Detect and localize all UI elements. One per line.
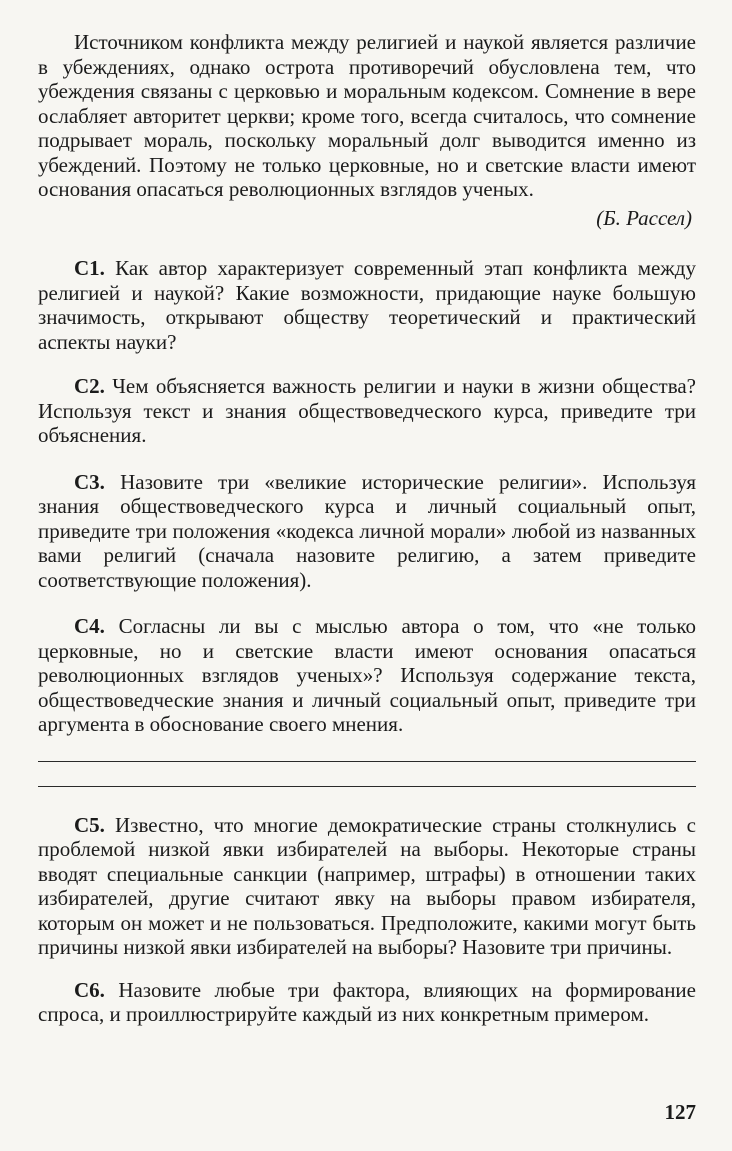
attribution: (Б. Рассел) [596,205,692,230]
task-text: Известно, что многие демократические страны столкнулись с проблемой низкой явки избирателей на выборы. Некоторые страны вводят специальные санкции (например, штрафы) в отношении таких избирателей, другие считают явку на выборы правом избирателя, которым он может и не пользоваться. Предположите, какими могут быть причины низкой явки избирателей на выборы? Назовите три причины. [38,812,697,959]
task-label: С1. [74,256,105,280]
task-label: С3. [74,469,105,494]
task-label: С2. [74,374,105,398]
task-c3 [38,470,696,593]
page-content [38,30,696,1027]
task-label: С6. [74,977,105,1002]
answer-line [38,761,696,762]
task-label: С5. [74,812,105,837]
page-number: 127 [664,1100,696,1124]
task-text: Назовите три «великие исторические религии». Используя знания обществоведческого курса и личный социальный опыт, приведите три положения «кодекса личной морали» любой из названных вами религий (сначала назовите религию, а затем приведите соответствующие положения). [38,469,696,592]
task-c1 [38,256,696,354]
task-text: Как автор характеризует современный этап конфликта между религией и наукой? Какие возможности, придающие науке большую значимость, открывают обществу теоретический и практический аспекты науки? [38,256,696,354]
task-text: Согласны ли вы с мыслью автора о том, что «не только церковные, но и светские власти имеют основания опасаться революционных взглядов ученых»? Используя содержание текста, обществоведческие знания и личный социальный опыт, приведите три аргумента в обоснование своего мнения. [38,614,696,736]
task-label: С4. [74,614,105,638]
answer-lines [38,761,696,787]
task-text: Назовите любые три фактора, влияющих на формирование спроса, и проиллюстрируйте каждый из них конкретным примером. [38,977,696,1026]
intro-paragraph: Источником конфликта между религией и наукой является различие в убеждениях, однако острота противоречий обусловлена тем, что убеждения связаны с церковью и моральным кодексом. Сомнение в вере ослабляет авторитет церкви; кроме того, всегда считалось, что сомнение подрывает мораль, поскольку моральный долг выводится именно из убеждений. Поэтому не только церковные, но и светские власти имеют основания опасаться революционных взглядов ученых. [38,30,696,201]
task-text: Чем объясняется важность религии и науки в жизни общества? Используя текст и знания обществоведческого курса, приведите три объяснения. [38,374,696,447]
task-c2 [38,374,696,448]
answer-line [38,786,696,787]
task-c5 [38,813,696,960]
task-c6 [38,978,696,1027]
task-c4 [38,614,696,737]
